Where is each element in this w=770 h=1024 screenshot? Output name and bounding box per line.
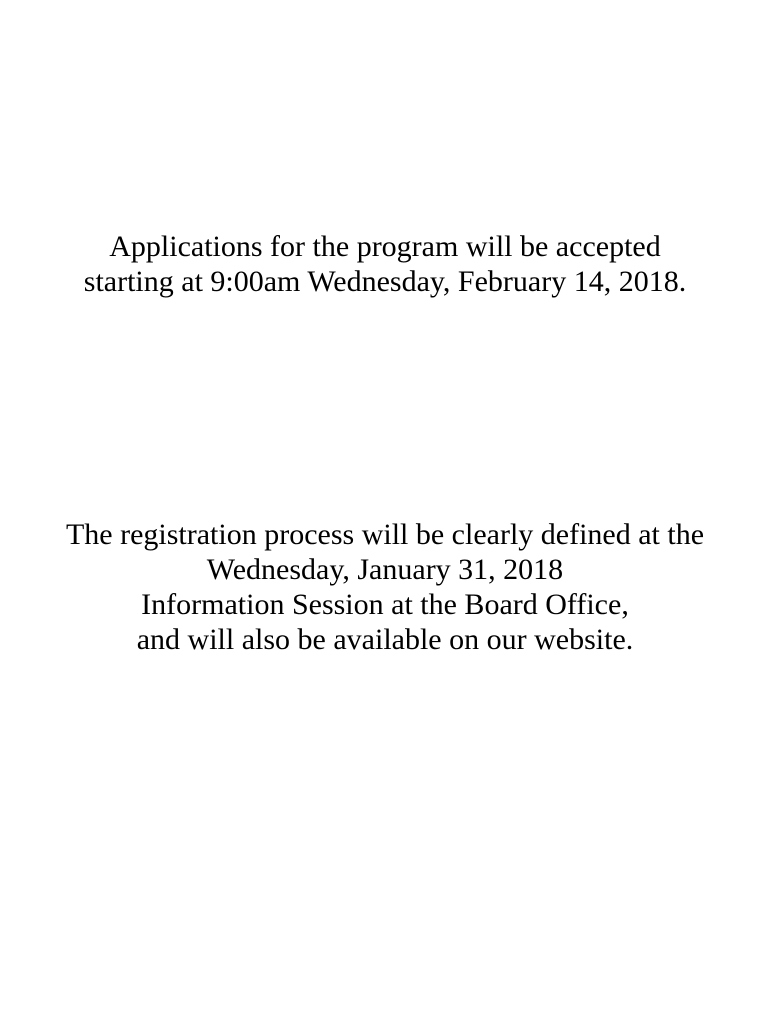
applications-notice [0, 229, 770, 299]
registration-line-3: Information Session at the Board Office, [141, 588, 629, 621]
registration-notice [0, 517, 770, 657]
registration-line-1: The registration process will be clearly defined at the [65, 518, 705, 551]
registration-line-2: Wednesday, January 31, 2018 [206, 553, 564, 586]
registration-line-4: and will also be available on our website. [136, 623, 634, 656]
applications-line-2: starting at 9:00am Wednesday, February 14, 2018. [83, 265, 687, 298]
applications-line-1: Applications for the program will be accepted [109, 230, 661, 263]
